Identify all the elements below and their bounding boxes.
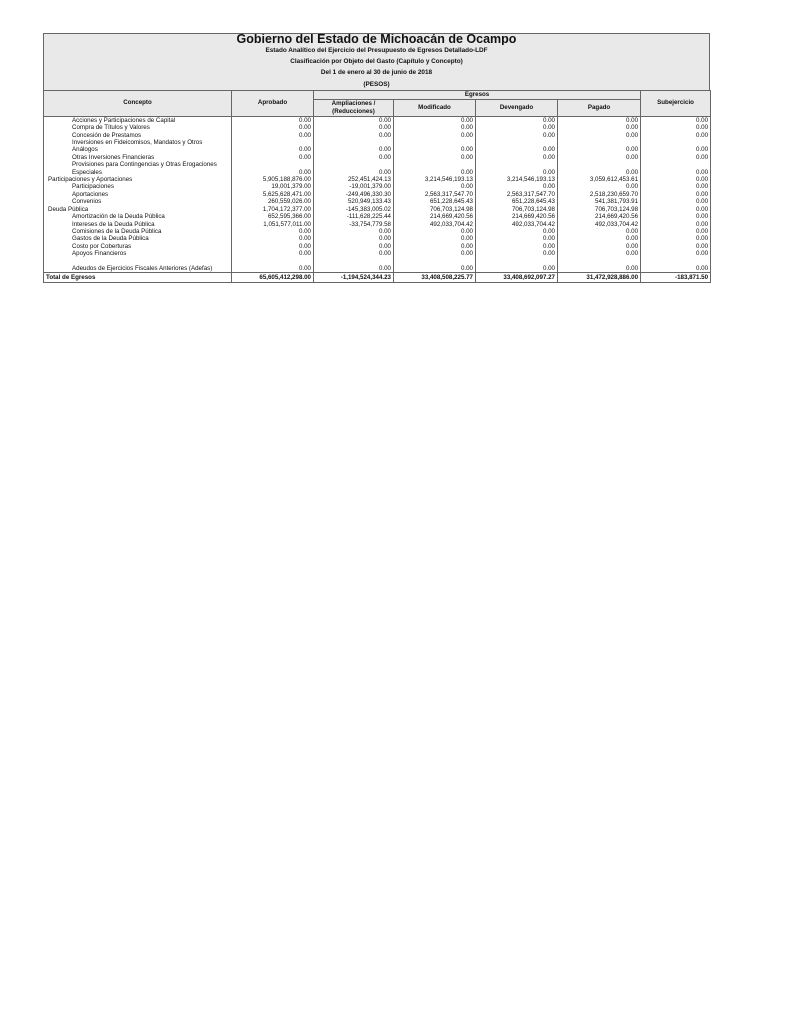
- row-aprobado: 0.00: [232, 250, 314, 257]
- row-devengado: 0.00: [476, 250, 558, 257]
- row-subejercicio: 0.00: [641, 250, 711, 257]
- row-concepto: Provisiones para Contingencias y Otras Erogaciones Especiales: [44, 161, 232, 176]
- row-pagado: 0.00: [558, 124, 641, 131]
- row-pagado: 0.00: [558, 250, 641, 257]
- table-row: [44, 221, 711, 228]
- table-row: [44, 235, 711, 242]
- table-row: [44, 258, 711, 273]
- row-modificado: 492,033,704.42: [394, 221, 476, 228]
- row-aprobado: 0.00: [232, 161, 314, 176]
- row-pagado: 0.00: [558, 139, 641, 154]
- total-ampliaciones: -1,194,524,344.23: [314, 273, 394, 283]
- row-devengado: 0.00: [476, 124, 558, 131]
- row-subejercicio: 0.00: [641, 206, 711, 213]
- report-period: Del 1 de enero al 30 de junio de 2018: [320, 69, 433, 77]
- row-ampliaciones: 0.00: [314, 228, 394, 235]
- row-subejercicio: 0.00: [641, 198, 711, 205]
- row-ampliaciones: 0.00: [314, 250, 394, 257]
- row-aprobado: 260,559,026.00: [232, 198, 314, 205]
- row-concepto: Gastos de la Deuda Pública: [44, 235, 232, 242]
- table-row: [44, 154, 711, 161]
- row-pagado: 541,381,793.91: [558, 198, 641, 205]
- table-row: [44, 176, 711, 183]
- row-concepto: Otras Inversiones Financieras: [44, 154, 232, 161]
- row-pagado: 0.00: [558, 183, 641, 190]
- row-modificado: 0.00: [394, 161, 476, 176]
- row-devengado: 492,033,704.42: [476, 221, 558, 228]
- row-concepto: Costo por Coberturas: [44, 243, 232, 250]
- row-pagado: 3,059,612,453.61: [558, 176, 641, 183]
- row-subejercicio: 0.00: [641, 161, 711, 176]
- row-devengado: 0.00: [476, 183, 558, 190]
- report-currency: (PESOS): [363, 80, 390, 88]
- row-aprobado: 5,905,188,876.00: [232, 176, 314, 183]
- row-concepto: Participaciones y Aportaciones: [44, 176, 232, 183]
- table-row: [44, 250, 711, 257]
- row-concepto: Apoyos Financieros: [44, 250, 232, 257]
- row-aprobado: 0.00: [232, 132, 314, 139]
- row-devengado: 214,669,420.56: [476, 213, 558, 220]
- row-concepto: Comisiones de la Deuda Pública: [44, 228, 232, 235]
- col-header-devengado: Devengado: [476, 99, 558, 116]
- row-pagado: 0.00: [558, 116, 641, 124]
- row-devengado: 0.00: [476, 139, 558, 154]
- col-header-modificado: Modificado: [394, 99, 476, 116]
- row-modificado: 651,228,645.43: [394, 198, 476, 205]
- row-aprobado: 19,001,379.00: [232, 183, 314, 190]
- row-ampliaciones: -249,496,330.30: [314, 191, 394, 198]
- row-modificado: 0.00: [394, 116, 476, 124]
- row-subejercicio: 0.00: [641, 191, 711, 198]
- table-row: [44, 243, 711, 250]
- row-ampliaciones: 0.00: [314, 258, 394, 273]
- total-aprobado: 65,605,412,298.00: [232, 273, 314, 283]
- row-pagado: 2,518,230,659.70: [558, 191, 641, 198]
- row-modificado: 0.00: [394, 250, 476, 257]
- row-concepto: Deuda Pública: [44, 206, 232, 213]
- row-ampliaciones: 0.00: [314, 154, 394, 161]
- row-modificado: 706,703,124.98: [394, 206, 476, 213]
- row-aprobado: 5,625,628,471.00: [232, 191, 314, 198]
- row-ampliaciones: 0.00: [314, 243, 394, 250]
- table-row: [44, 132, 711, 139]
- table-row: [44, 213, 711, 220]
- row-modificado: 0.00: [394, 124, 476, 131]
- col-header-aprobado: Aprobado: [232, 90, 314, 116]
- row-concepto: Amortización de la Deuda Pública: [44, 213, 232, 220]
- row-modificado: 0.00: [394, 228, 476, 235]
- row-ampliaciones: -33,754,779.58: [314, 221, 394, 228]
- row-pagado: 706,703,124.98: [558, 206, 641, 213]
- row-modificado: 3,214,546,193.13: [394, 176, 476, 183]
- row-ampliaciones: -19,001,379.00: [314, 183, 394, 190]
- table-row: [44, 228, 711, 235]
- row-pagado: 0.00: [558, 228, 641, 235]
- total-subejercicio: -183,871.50: [641, 273, 711, 283]
- row-pagado: 492,033,704.42: [558, 221, 641, 228]
- row-aprobado: 1,051,577,011.00: [232, 221, 314, 228]
- table-row: [44, 183, 711, 190]
- row-devengado: 0.00: [476, 161, 558, 176]
- total-devengado: 33,408,692,097.27: [476, 273, 558, 283]
- row-concepto: Compra de Títulos y Valores: [44, 124, 232, 131]
- row-subejercicio: 0.00: [641, 228, 711, 235]
- row-devengado: 2,563,317,547.70: [476, 191, 558, 198]
- row-devengado: 706,703,124.98: [476, 206, 558, 213]
- total-modificado: 33,408,508,225.77: [394, 273, 476, 283]
- row-aprobado: 0.00: [232, 124, 314, 131]
- row-concepto: Aportaciones: [44, 191, 232, 198]
- row-subejercicio: 0.00: [641, 213, 711, 220]
- row-subejercicio: 0.00: [641, 154, 711, 161]
- col-header-egresos: Egresos: [314, 90, 641, 99]
- table-body: [44, 116, 711, 283]
- row-pagado: 0.00: [558, 235, 641, 242]
- row-ampliaciones: 520,949,133.43: [314, 198, 394, 205]
- row-concepto: Participaciones: [44, 183, 232, 190]
- row-pagado: 214,669,420.56: [558, 213, 641, 220]
- row-subejercicio: 0.00: [641, 235, 711, 242]
- row-modificado: 2,563,317,547.70: [394, 191, 476, 198]
- row-ampliaciones: 252,451,424.13: [314, 176, 394, 183]
- row-devengado: 0.00: [476, 258, 558, 273]
- row-ampliaciones: -145,383,005.02: [314, 206, 394, 213]
- row-ampliaciones: 0.00: [314, 116, 394, 124]
- row-aprobado: 0.00: [232, 243, 314, 250]
- row-aprobado: 0.00: [232, 139, 314, 154]
- row-ampliaciones: 0.00: [314, 132, 394, 139]
- row-pagado: 0.00: [558, 154, 641, 161]
- row-modificado: 0.00: [394, 258, 476, 273]
- row-concepto: Inversiones en Fideicomisos, Mandatos y Otros Análogos: [44, 139, 232, 154]
- row-aprobado: 0.00: [232, 258, 314, 273]
- row-aprobado: 0.00: [232, 235, 314, 242]
- col-header-concepto: Concepto: [44, 90, 232, 116]
- row-ampliaciones: 0.00: [314, 235, 394, 242]
- row-devengado: 0.00: [476, 154, 558, 161]
- row-pagado: 0.00: [558, 258, 641, 273]
- row-concepto: Acciones y Participaciones de Capital: [44, 116, 232, 124]
- row-subejercicio: 0.00: [641, 116, 711, 124]
- row-concepto: Intereses de la Deuda Pública: [44, 221, 232, 228]
- row-concepto: Convenios: [44, 198, 232, 205]
- table-row: [44, 139, 711, 154]
- row-modificado: 0.00: [394, 139, 476, 154]
- row-aprobado: 0.00: [232, 228, 314, 235]
- row-subejercicio: 0.00: [641, 139, 711, 154]
- row-pagado: 0.00: [558, 243, 641, 250]
- row-devengado: 0.00: [476, 228, 558, 235]
- row-ampliaciones: 0.00: [314, 161, 394, 176]
- row-subejercicio: 0.00: [641, 132, 711, 139]
- row-pagado: 0.00: [558, 161, 641, 176]
- total-row: [44, 273, 711, 283]
- table-row: [44, 191, 711, 198]
- row-concepto: Adeudos de Ejercicios Fiscales Anteriores (Adefas): [44, 258, 232, 273]
- budget-table: [43, 90, 711, 284]
- row-concepto: Concesión de Prestamos: [44, 132, 232, 139]
- table-row: [44, 161, 711, 176]
- row-modificado: 214,669,420.56: [394, 213, 476, 220]
- row-aprobado: 0.00: [232, 154, 314, 161]
- table-row: [44, 198, 711, 205]
- row-modificado: 0.00: [394, 183, 476, 190]
- row-subejercicio: 0.00: [641, 243, 711, 250]
- row-modificado: 0.00: [394, 235, 476, 242]
- table-row: [44, 116, 711, 124]
- row-devengado: 0.00: [476, 116, 558, 124]
- col-header-subejercicio: Subejercicio: [641, 90, 711, 116]
- report-sheet: [43, 33, 710, 283]
- row-subejercicio: 0.00: [641, 183, 711, 190]
- report-classification: Clasificación por Objeto del Gasto (Capítulo y Concepto): [290, 58, 463, 66]
- row-devengado: 0.00: [476, 243, 558, 250]
- report-title: Gobierno del Estado de Michoacán de Ocampo: [236, 34, 517, 45]
- row-devengado: 651,228,645.43: [476, 198, 558, 205]
- report-subtitle: Estado Analítico del Ejercicio del Presupuesto de Egresos Detallado-LDF: [265, 47, 488, 54]
- row-devengado: 3,214,546,193.13: [476, 176, 558, 183]
- row-aprobado: 1,704,172,377.00: [232, 206, 314, 213]
- row-subejercicio: 0.00: [641, 176, 711, 183]
- row-devengado: 0.00: [476, 235, 558, 242]
- row-ampliaciones: 0.00: [314, 139, 394, 154]
- total-label: Total de Egresos: [44, 273, 232, 283]
- report-header: [43, 33, 710, 90]
- table-row: [44, 124, 711, 131]
- row-modificado: 0.00: [394, 154, 476, 161]
- col-header-ampliaciones: Ampliaciones / (Reducciones): [314, 99, 394, 116]
- row-aprobado: 0.00: [232, 116, 314, 124]
- col-header-pagado: Pagado: [558, 99, 641, 116]
- row-subejercicio: 0.00: [641, 258, 711, 273]
- row-pagado: 0.00: [558, 132, 641, 139]
- row-aprobado: 652,595,366.00: [232, 213, 314, 220]
- row-devengado: 0.00: [476, 132, 558, 139]
- total-pagado: 31,472,928,886.00: [558, 273, 641, 283]
- table-row: [44, 206, 711, 213]
- row-subejercicio: 0.00: [641, 221, 711, 228]
- row-modificado: 0.00: [394, 132, 476, 139]
- row-ampliaciones: -111,628,225.44: [314, 213, 394, 220]
- row-subejercicio: 0.00: [641, 124, 711, 131]
- row-modificado: 0.00: [394, 243, 476, 250]
- row-ampliaciones: 0.00: [314, 124, 394, 131]
